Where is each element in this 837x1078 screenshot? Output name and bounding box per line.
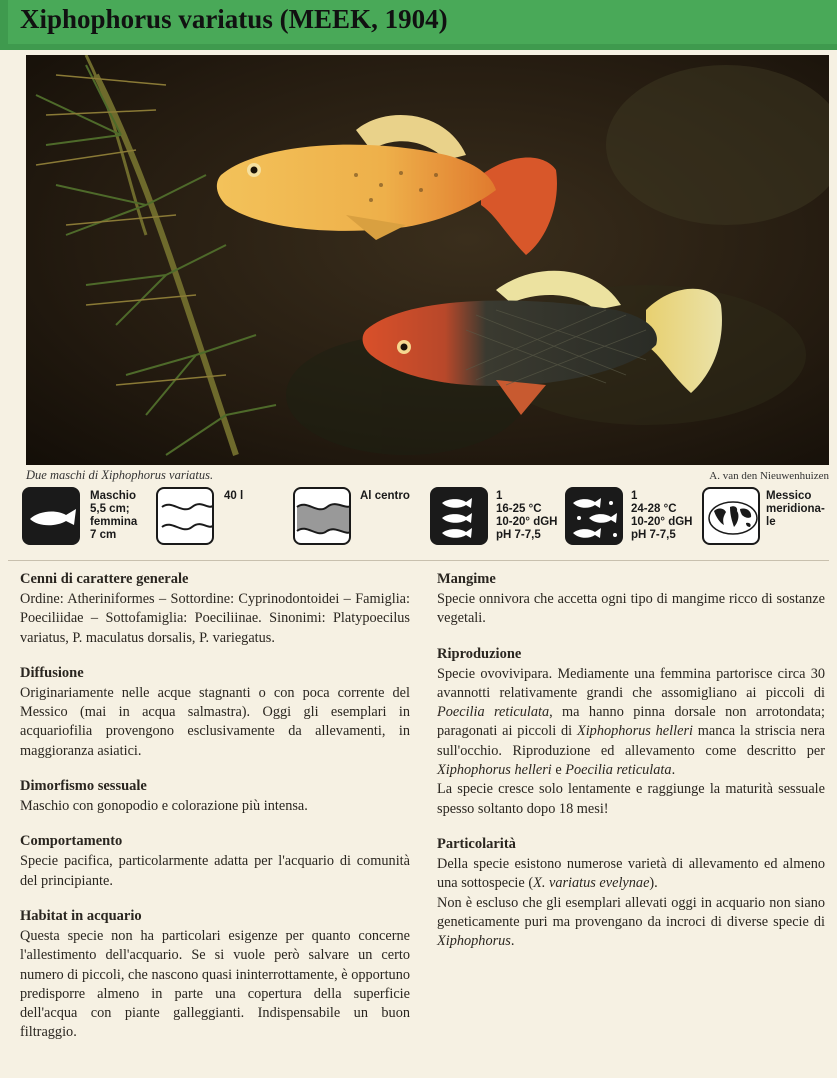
aquarium-volume-icon	[156, 487, 214, 545]
title-bar	[0, 0, 837, 50]
section-heading: Cenni di carattere generale	[20, 571, 189, 587]
page-title: Xiphophorus variatus (MEEK, 1904)	[20, 4, 448, 34]
photo-caption: Due maschi di Xiphophorus variatus.	[26, 468, 214, 482]
size-male-label: Maschio	[90, 490, 137, 502]
keeping-temp: 16-25 °C	[496, 503, 542, 515]
section-notes	[437, 835, 825, 951]
section-text: Ordine: Atheriniformes – Sottordine: Cyprinodontoidei – Famiglia: Poeciliidae – Sottofamiglia: Poeciliinae. Sinonimi: Platypoecilus variatus, P. maculatus dorsalis, P. variegatus.	[20, 591, 410, 646]
section-text: Specie ovovivipara. Mediamente una femmina partorisce circa 30 avannotti relativamente grandi che assomigliano ai piccoli di Poecilia reticulata, ma hanno pinna dorsale non arrotondata; paragonati ai piccoli di Xiphophorus helleri manca la striscia nera sull'occhio. Riproduzione ed allevamento come descritto per Xiphophorus helleri e Poecilia reticulata.	[437, 665, 825, 779]
size-female-label: femmina	[90, 516, 138, 528]
section-heading: Mangime	[437, 571, 496, 587]
section-text: Questa specie non ha particolari esigenze per quanto concerne l'allestimento dell'acquario. Se si vuole però salvare un certo numero di piccoli, che nascono quasi ininterrottamente, è opportuno predisporre almeno in parte una copertura della superficie dell'acqua con piante galleggianti. Indispensabile un buon filtraggio.	[20, 927, 410, 1041]
section-heading: Dimorfismo sessuale	[20, 778, 147, 795]
breeding-conditions-icon	[565, 487, 623, 545]
fish-size-icon	[22, 487, 80, 545]
fish-photo-illustration	[26, 55, 829, 465]
section-text-2: Non è escluso che gli esemplari allevati oggi in acquario non siano geneticamente puri ma provengano da incroci di diverse specie di Xiphophorus.	[437, 894, 825, 950]
keeping-count: 1	[496, 490, 503, 502]
section-reproduction	[437, 645, 825, 819]
section-distribution	[20, 664, 410, 761]
world-map-icon	[702, 487, 760, 545]
keeping-conditions-icon	[430, 487, 488, 545]
fish-size-text	[90, 490, 137, 542]
section-heading: Particolarità	[437, 835, 516, 852]
section-heading: Diffusione	[20, 664, 84, 681]
breeding-hardness: 10-20° dGH	[631, 516, 693, 528]
section-food	[437, 570, 825, 629]
swim-zone-icon	[293, 487, 351, 545]
section-heading: Comportamento	[20, 833, 123, 850]
section-habitat	[20, 907, 410, 1043]
section-text: Originariamente nelle acque stagnanti o con poca corrente del Messico (mai in acqua salmastra). Oggi gli esemplari in acquariofilia provengono esclusivamente da allevamenti, in maggioranza asiatici.	[20, 684, 410, 759]
origin-line-3: le	[766, 516, 776, 528]
section-general	[20, 570, 410, 648]
section-heading: Riproduzione	[437, 645, 522, 662]
breeding-temp: 24-28 °C	[631, 503, 677, 515]
origin-region	[766, 490, 825, 529]
photo-credit: A. van den Nieuwenhuizen	[709, 470, 829, 482]
section-text: Specie pacifica, particolarmente adatta per l'acquario di comunità del principiante.	[20, 853, 410, 889]
size-male-value: 5,5 cm;	[90, 503, 130, 515]
section-divider	[8, 560, 829, 561]
keeping-conditions	[496, 490, 557, 542]
keeping-ph: pH 7-7,5	[496, 529, 541, 541]
fish-photo	[26, 55, 829, 465]
right-column	[437, 570, 825, 967]
aquarium-volume: 40 l	[224, 490, 244, 502]
section-text: Specie onnivora che accetta ogni tipo di mangime ricco di sostanze vegetali.	[437, 591, 825, 627]
size-female-value: 7 cm	[90, 529, 117, 541]
origin-line-2: meridiona-	[766, 503, 825, 515]
breeding-count: 1	[631, 490, 638, 502]
section-text: Della specie esistono numerose varietà di allevamento ed almeno una sottospecie (X. variatus evelynae).	[437, 855, 825, 892]
section-heading: Habitat in acquario	[20, 907, 142, 924]
section-dimorphism	[20, 777, 410, 816]
section-text: Maschio con gonopodio e colorazione più intensa.	[20, 798, 308, 815]
section-text-2: La specie cresce solo lentamente e raggiunge la maturità sessuale spesso soltanto dopo 18 mesi!	[437, 781, 825, 817]
left-column	[20, 570, 410, 1059]
swim-zone: Al centro	[360, 490, 410, 502]
keeping-hardness: 10-20° dGH	[496, 516, 558, 528]
section-behaviour	[20, 832, 410, 891]
breeding-ph: pH 7-7,5	[631, 529, 676, 541]
breeding-conditions	[631, 490, 692, 542]
origin-line-1: Messico	[766, 490, 812, 502]
